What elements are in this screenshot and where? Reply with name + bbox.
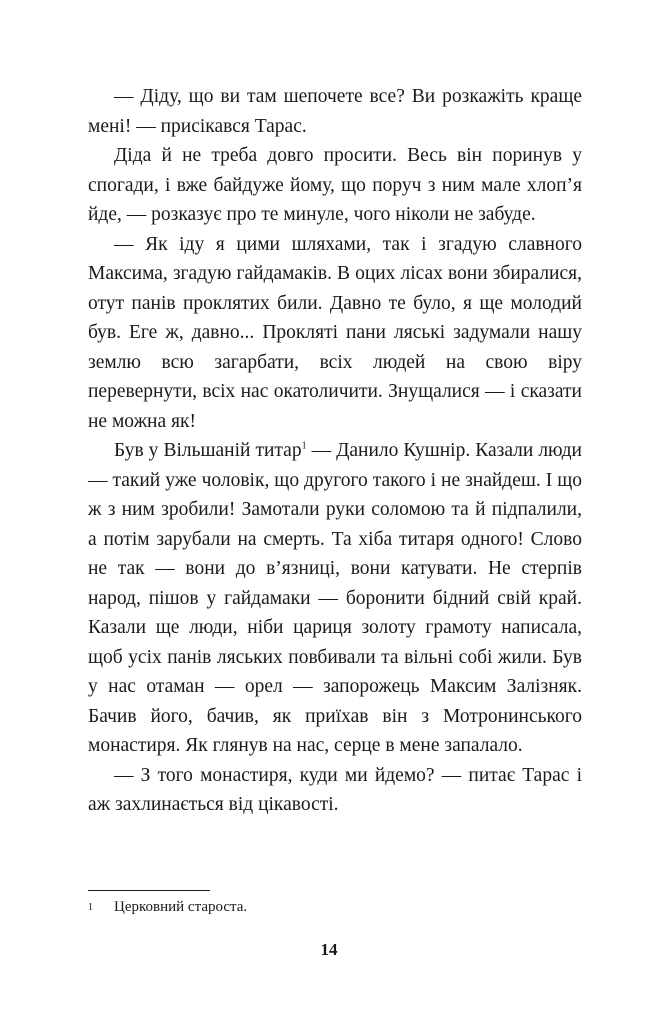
paragraph-4 — [88, 436, 582, 761]
paragraph-5: — З того монастиря, куди ми йдемо? — питає Тарас і аж захлинається від цікавості. — [88, 764, 582, 815]
footnote-mark: 1 — [88, 902, 93, 913]
footnote — [88, 897, 582, 917]
footnote-divider — [88, 890, 210, 891]
page-number: 14 — [320, 940, 338, 959]
footnote-reference: 1 — [301, 440, 307, 452]
paragraph-4-start: Був у Вільшаній титар — [114, 440, 302, 461]
paragraph-2: Діда й не треба довго просити. Весь він поринув у спогади, і вже байдуже йому, що поруч з ним мале хлоп’я йде, — розказує про те минуле, чого ніколи не забуде. — [88, 145, 582, 225]
paragraph-1: — Діду, що ви там шепочете все? Ви розкажіть краще мені! — присікався Тарас. — [88, 86, 582, 137]
paragraph-3: — Як іду я цими шляхами, так і згадую славного Максима, згадую гайдамаків. В оцих лісах вони збиралися, отут панів проклятих били. Давно те було, я ще молодий був. Еге ж, давно... Прокляті пани ляські задумали нашу землю всю загарбати, всіх людей на свою віру перевернути, всіх нас окатоличити. Знущалися — і сказати не можна як! — [88, 233, 582, 432]
footnote-text: Церковний староста. — [114, 899, 248, 915]
paragraph-4-rest: — Данило Кушнір. Казали люди — такий уже чоловік, що другого такого і не знайдеш. І що ж з ним зробили! Замотали руки соломою та й підпалили, а потім зарубали на смерть. Та хіба титаря одного! Слово не так — вони до в’язниці, вони катувати. Не стерпів народ, пішов у гайдамаки — боронити бідний свій край. Казали ще люди, ніби цариця золоту грамоту написала, щоб усіх панів ляських повбивали та вільні собі жили. Був у нас отаман — орел — запорожець Максим Залізняк. Бачив його, бачив, як приїхав він з Мотронинського монастиря. Як глянув на нас, серце в мене запалало. — [88, 440, 582, 756]
page-body — [88, 82, 582, 820]
